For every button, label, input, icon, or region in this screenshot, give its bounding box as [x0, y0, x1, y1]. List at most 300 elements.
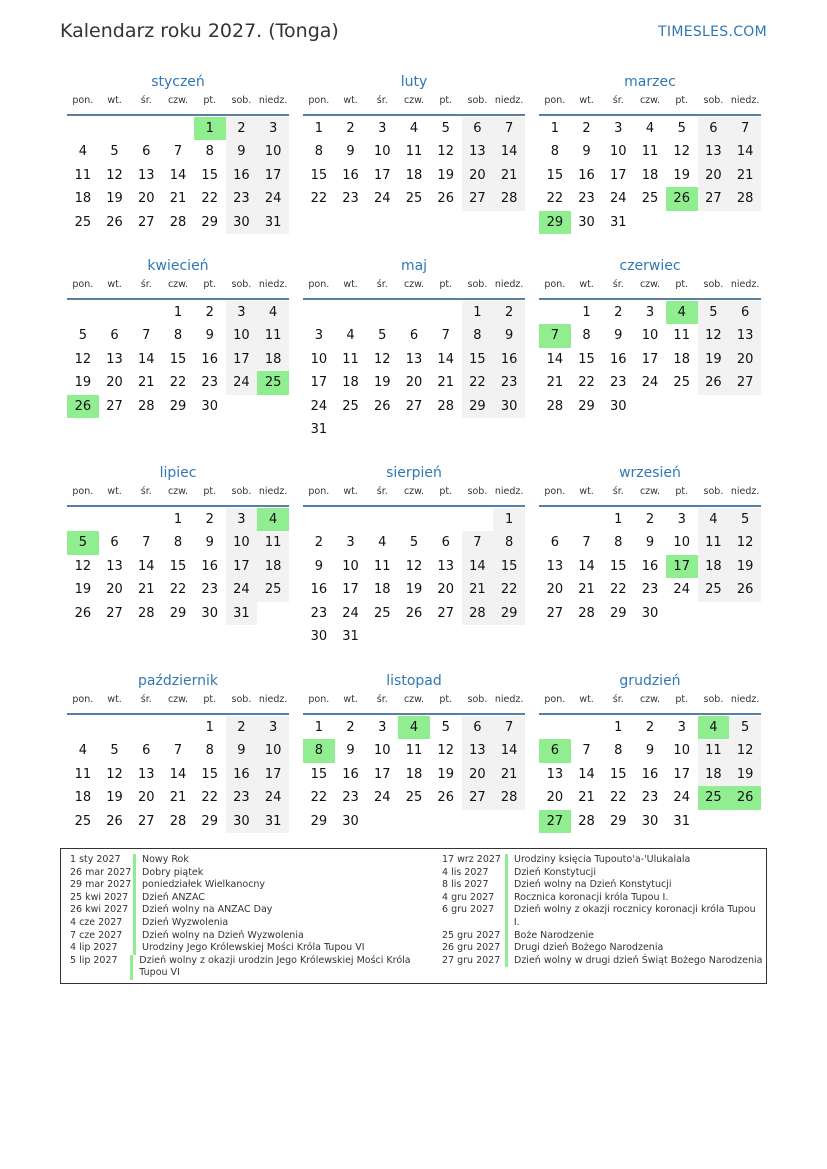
legend-date: 25 gru 2027 [442, 929, 501, 941]
day-cell: 7 [729, 117, 761, 140]
day-cell: 28 [578, 605, 595, 621]
day-cell: 22 [310, 790, 328, 806]
day-cell: 14 [437, 351, 454, 367]
day-cell: 28 [437, 398, 454, 414]
weekday-label: sob. [703, 279, 724, 290]
legend-date: 6 gru 2027 [442, 904, 495, 916]
holiday-day-cell: 4 [257, 508, 289, 531]
day-cell: 23 [201, 582, 218, 598]
day-cell: 9 [582, 144, 591, 160]
day-cell: 8 [205, 144, 214, 160]
weekday-label: niedz. [730, 486, 760, 497]
day-cell: 27 [106, 605, 123, 621]
day-cell: 9 [614, 328, 623, 344]
day-cell: 8 [462, 324, 494, 347]
day-cell: 31 [610, 214, 627, 230]
day-cell: 8 [582, 328, 591, 344]
day-cell: 1 [314, 121, 323, 136]
legend-holiday-name: Dzień wolny na Dzień Wyzwolenia [142, 929, 304, 941]
empty-cell [571, 716, 603, 739]
day-cell: 3 [346, 535, 355, 551]
legend-item [70, 930, 440, 943]
legend-holiday-name: Urodziny księcia Tupouto'a-'Ulukalala [514, 854, 691, 865]
day-cell: 27 [138, 214, 155, 230]
weekday-label: niedz. [494, 694, 524, 705]
legend-item [70, 854, 440, 867]
day-cell: 18 [405, 766, 423, 782]
empty-cell [366, 508, 398, 531]
month-name: lipiec [159, 465, 197, 481]
day-cell: 8 [614, 743, 623, 759]
day-cell: 13 [546, 558, 564, 574]
day-cell: 19 [437, 766, 454, 782]
weekday-label: niedz. [494, 486, 524, 497]
legend-item [70, 942, 440, 955]
weekday-label: sob. [703, 694, 724, 705]
holiday-day-cell: 17 [666, 555, 698, 578]
day-cell: 24 [226, 578, 258, 601]
month-block [67, 256, 289, 418]
day-cell: 15 [610, 766, 627, 782]
month-name: luty [400, 74, 428, 90]
day-cell: 18 [74, 191, 92, 207]
month-name: listopad [386, 673, 442, 689]
day-cell: 21 [437, 375, 454, 391]
day-cell: 10 [673, 535, 690, 551]
day-cell: 24 [610, 191, 627, 207]
day-cell: 27 [462, 786, 494, 809]
holiday-marker [133, 879, 136, 892]
legend-date: 4 gru 2027 [442, 891, 495, 903]
day-cell: 9 [314, 558, 323, 574]
empty-cell [67, 508, 99, 531]
legend-holiday-name: Boże Narodzenie [514, 929, 594, 941]
holiday-legend [60, 848, 767, 984]
legend-date: 27 gru 2027 [442, 954, 501, 966]
day-cell: 4 [698, 508, 730, 531]
day-cell: 21 [493, 164, 525, 187]
day-cell: 2 [614, 305, 623, 320]
day-cell: 20 [106, 375, 123, 391]
day-cell: 24 [226, 371, 258, 394]
day-cell: 17 [226, 555, 258, 578]
weekday-header [303, 485, 525, 507]
day-cell: 4 [409, 121, 419, 136]
day-cell: 29 [493, 602, 525, 625]
day-cell: 6 [550, 535, 559, 551]
weekday-label: czw. [639, 486, 661, 497]
day-cell: 15 [201, 167, 218, 183]
month-block [303, 256, 525, 441]
day-cell: 21 [578, 790, 595, 806]
day-cell: 11 [342, 351, 359, 367]
weekday-label: sob. [703, 95, 724, 106]
day-cell: 13 [462, 739, 494, 762]
day-cell: 22 [169, 375, 187, 391]
weekday-header [67, 94, 289, 116]
page-title: Kalendarz roku 2027. (Tonga) [60, 20, 339, 42]
day-cell: 10 [342, 558, 359, 574]
day-cell: 6 [698, 117, 730, 140]
legend-column-right [442, 854, 764, 967]
day-cell: 23 [493, 371, 525, 394]
empty-cell [398, 508, 430, 531]
day-cell: 24 [257, 786, 289, 809]
day-grid [303, 716, 525, 833]
day-cell: 4 [645, 121, 655, 136]
day-cell: 23 [342, 191, 359, 207]
weekday-label: sob. [467, 486, 488, 497]
day-cell: 11 [257, 531, 289, 554]
day-cell: 1 [614, 720, 623, 735]
day-cell: 25 [74, 214, 92, 230]
day-cell: 18 [374, 582, 391, 598]
weekday-label: wt. [107, 95, 122, 106]
day-grid [539, 117, 761, 234]
day-cell: 20 [138, 191, 155, 207]
day-cell: 18 [257, 348, 289, 371]
day-cell: 6 [462, 117, 494, 140]
day-cell: 3 [226, 301, 258, 324]
day-cell: 24 [673, 582, 690, 598]
day-cell: 25 [257, 578, 289, 601]
month-name: kwiecień [147, 258, 209, 274]
weekday-label: wt. [107, 486, 122, 497]
legend-date: 26 kwi 2027 [70, 904, 129, 916]
day-cell: 10 [257, 140, 289, 163]
weekday-label: śr. [140, 95, 152, 106]
day-cell: 5 [110, 144, 119, 160]
empty-cell [162, 117, 194, 140]
day-cell: 5 [110, 743, 119, 759]
day-cell: 16 [641, 766, 659, 782]
day-cell: 30 [493, 395, 525, 418]
legend-item [442, 904, 764, 929]
empty-cell [303, 301, 335, 324]
holiday-marker [505, 942, 508, 955]
weekday-label: niedz. [730, 95, 760, 106]
day-cell: 11 [257, 324, 289, 347]
day-cell: 24 [374, 191, 391, 207]
day-cell: 30 [226, 211, 258, 234]
day-cell: 14 [138, 558, 155, 574]
day-cell: 12 [74, 351, 92, 367]
weekday-label: pon. [72, 486, 94, 497]
weekday-label: sob. [231, 694, 252, 705]
day-cell: 23 [226, 187, 258, 210]
day-cell: 26 [74, 605, 92, 621]
day-cell: 19 [374, 375, 391, 391]
day-cell: 7 [173, 144, 183, 160]
legend-holiday-name: Nowy Rok [142, 854, 189, 865]
weekday-label: śr. [140, 694, 152, 705]
day-cell: 7 [582, 743, 591, 759]
day-cell: 5 [409, 535, 419, 551]
day-grid [67, 508, 289, 625]
day-cell: 8 [493, 531, 525, 554]
day-cell: 22 [578, 375, 595, 391]
weekday-label: śr. [376, 95, 388, 106]
holiday-marker [130, 955, 133, 980]
day-cell: 22 [201, 790, 218, 806]
day-cell: 14 [578, 766, 595, 782]
holiday-marker [505, 904, 508, 929]
brand-link[interactable]: TIMESLES.COM [658, 24, 767, 40]
day-cell: 28 [493, 187, 525, 210]
day-cell: 4 [346, 328, 355, 344]
day-cell: 11 [405, 144, 423, 160]
weekday-label: sob. [467, 95, 488, 106]
day-cell: 20 [729, 348, 761, 371]
holiday-marker [133, 892, 136, 905]
month-block [539, 671, 761, 833]
weekday-label: pon. [308, 95, 330, 106]
day-cell: 13 [106, 558, 123, 574]
weekday-label: pon. [308, 486, 330, 497]
day-cell: 8 [314, 144, 323, 160]
day-cell: 16 [342, 167, 359, 183]
weekday-label: czw. [167, 694, 189, 705]
month-block [303, 671, 525, 833]
holiday-day-cell: 8 [303, 739, 335, 762]
legend-holiday-name: Dzień Konstytucji [514, 866, 596, 878]
day-cell: 17 [226, 348, 258, 371]
day-cell: 18 [257, 555, 289, 578]
month-block [539, 72, 761, 234]
day-cell: 28 [138, 398, 155, 414]
day-grid [539, 301, 761, 418]
day-cell: 27 [106, 398, 123, 414]
day-cell: 24 [257, 187, 289, 210]
day-cell: 14 [169, 766, 187, 782]
day-cell: 5 [677, 121, 686, 136]
month-block [303, 463, 525, 648]
holiday-marker [133, 867, 136, 880]
day-cell: 8 [173, 535, 183, 551]
day-cell: 3 [645, 305, 655, 320]
day-cell: 26 [106, 813, 123, 829]
day-grid [67, 716, 289, 833]
day-cell: 22 [493, 578, 525, 601]
day-cell: 15 [610, 558, 627, 574]
day-cell: 16 [641, 558, 659, 574]
day-cell: 11 [74, 766, 92, 782]
day-cell: 9 [205, 535, 214, 551]
day-cell: 2 [493, 301, 525, 324]
day-cell: 24 [641, 375, 659, 391]
month-block [539, 256, 761, 418]
day-cell: 30 [641, 605, 659, 621]
day-cell: 19 [405, 582, 423, 598]
day-cell: 2 [205, 305, 214, 320]
day-cell: 24 [374, 790, 391, 806]
day-cell: 26 [698, 371, 730, 394]
weekday-label: czw. [167, 279, 189, 290]
weekday-header [539, 278, 761, 300]
day-cell: 10 [610, 144, 627, 160]
day-cell: 10 [226, 324, 258, 347]
weekday-label: pt. [439, 694, 453, 705]
legend-date: 5 lip 2027 [70, 954, 118, 966]
day-cell: 9 [346, 144, 355, 160]
day-cell: 14 [729, 140, 761, 163]
weekday-label: wt. [579, 486, 594, 497]
day-cell: 15 [310, 766, 328, 782]
legend-holiday-name: Rocznica koronacji króla Tupou I. [514, 891, 669, 903]
day-cell: 18 [641, 167, 659, 183]
day-cell: 7 [441, 328, 450, 344]
day-cell: 13 [405, 351, 423, 367]
weekday-label: pt. [675, 95, 689, 106]
day-cell: 13 [462, 140, 494, 163]
day-cell: 21 [493, 763, 525, 786]
weekday-label: śr. [612, 486, 624, 497]
day-cell: 12 [437, 144, 454, 160]
day-cell: 9 [205, 328, 214, 344]
day-cell: 8 [614, 535, 623, 551]
legend-holiday-name: Dzień wolny z okazji rocznicy koronacji króla Tupou I. [513, 904, 756, 928]
empty-cell [67, 716, 99, 739]
day-cell: 25 [74, 813, 92, 829]
day-cell: 22 [310, 191, 328, 207]
day-cell: 12 [374, 351, 391, 367]
weekday-label: czw. [639, 279, 661, 290]
weekday-label: wt. [579, 694, 594, 705]
day-cell: 19 [673, 167, 690, 183]
day-cell: 16 [610, 351, 627, 367]
day-cell: 29 [201, 214, 218, 230]
month-name: marzec [624, 74, 676, 90]
day-cell: 3 [378, 720, 387, 735]
empty-cell [130, 117, 162, 140]
holiday-marker [133, 930, 136, 943]
month-name: grudzień [619, 673, 681, 689]
legend-item [70, 879, 440, 892]
day-cell: 9 [226, 140, 258, 163]
day-grid [303, 301, 525, 441]
day-cell: 6 [441, 535, 450, 551]
day-cell: 20 [405, 375, 423, 391]
day-cell: 5 [78, 328, 87, 344]
day-cell: 2 [205, 512, 214, 527]
day-cell: 26 [374, 398, 391, 414]
day-cell: 24 [673, 790, 690, 806]
holiday-marker [505, 867, 508, 880]
legend-holiday-name: Dzień ANZAC [142, 891, 205, 903]
weekday-label: wt. [343, 95, 358, 106]
day-cell: 22 [610, 582, 627, 598]
day-cell: 28 [578, 813, 595, 829]
empty-cell [99, 117, 131, 140]
day-cell: 10 [226, 531, 258, 554]
day-grid [539, 508, 761, 625]
holiday-marker [505, 892, 508, 905]
day-cell: 18 [342, 375, 359, 391]
day-cell: 11 [698, 531, 730, 554]
day-cell: 13 [729, 324, 761, 347]
weekday-label: pt. [439, 279, 453, 290]
weekday-label: pt. [203, 694, 217, 705]
weekday-label: pon. [72, 279, 94, 290]
day-grid [67, 301, 289, 418]
empty-cell [67, 301, 99, 324]
weekday-label: pon. [308, 279, 330, 290]
holiday-day-cell: 29 [539, 211, 571, 234]
weekday-label: śr. [612, 694, 624, 705]
weekday-label: wt. [107, 279, 122, 290]
weekday-label: pon. [72, 694, 94, 705]
weekday-label: niedz. [730, 279, 760, 290]
day-cell: 19 [729, 555, 761, 578]
day-cell: 2 [645, 720, 655, 735]
day-cell: 29 [578, 398, 595, 414]
day-cell: 23 [310, 605, 328, 621]
day-cell: 3 [677, 512, 686, 527]
day-cell: 26 [437, 790, 454, 806]
day-cell: 31 [673, 813, 690, 829]
weekday-header [303, 693, 525, 715]
weekday-label: czw. [403, 95, 425, 106]
weekday-label: sob. [231, 486, 252, 497]
legend-date: 8 lis 2027 [442, 879, 489, 891]
weekday-label: śr. [376, 486, 388, 497]
month-name: maj [400, 258, 428, 274]
day-cell: 23 [201, 375, 218, 391]
weekday-label: wt. [343, 279, 358, 290]
day-cell: 20 [698, 164, 730, 187]
day-cell: 11 [374, 558, 391, 574]
holiday-day-cell: 4 [666, 301, 698, 324]
day-cell: 14 [493, 140, 525, 163]
day-cell: 12 [106, 167, 123, 183]
day-cell: 6 [110, 328, 119, 344]
day-cell: 16 [226, 164, 258, 187]
day-cell: 3 [378, 121, 387, 136]
weekday-label: śr. [140, 279, 152, 290]
day-grid [303, 117, 525, 211]
day-cell: 29 [610, 813, 627, 829]
day-cell: 5 [441, 121, 450, 136]
day-cell: 23 [342, 790, 359, 806]
day-cell: 2 [346, 121, 355, 136]
day-cell: 5 [698, 301, 730, 324]
day-cell: 11 [405, 743, 423, 759]
day-cell: 2 [645, 512, 655, 527]
day-cell: 12 [729, 739, 761, 762]
day-cell: 6 [462, 716, 494, 739]
weekday-label: pt. [675, 694, 689, 705]
day-cell: 9 [645, 743, 655, 759]
legend-holiday-name: Urodziny Jego Królewskiej Mości Króla Tupou VI [142, 942, 365, 954]
day-cell: 7 [142, 535, 151, 551]
day-cell: 10 [310, 351, 328, 367]
day-cell: 13 [437, 558, 454, 574]
day-cell: 11 [673, 328, 690, 344]
weekday-label: sob. [467, 279, 488, 290]
day-cell: 8 [173, 328, 183, 344]
day-cell: 16 [226, 763, 258, 786]
day-cell: 7 [493, 117, 525, 140]
weekday-label: pt. [439, 486, 453, 497]
weekday-label: wt. [579, 95, 594, 106]
day-cell: 15 [169, 558, 187, 574]
day-cell: 18 [698, 763, 730, 786]
weekday-header [303, 94, 525, 116]
weekday-label: pon. [72, 95, 94, 106]
day-cell: 3 [257, 716, 289, 739]
empty-cell [99, 301, 131, 324]
day-cell: 17 [610, 167, 627, 183]
